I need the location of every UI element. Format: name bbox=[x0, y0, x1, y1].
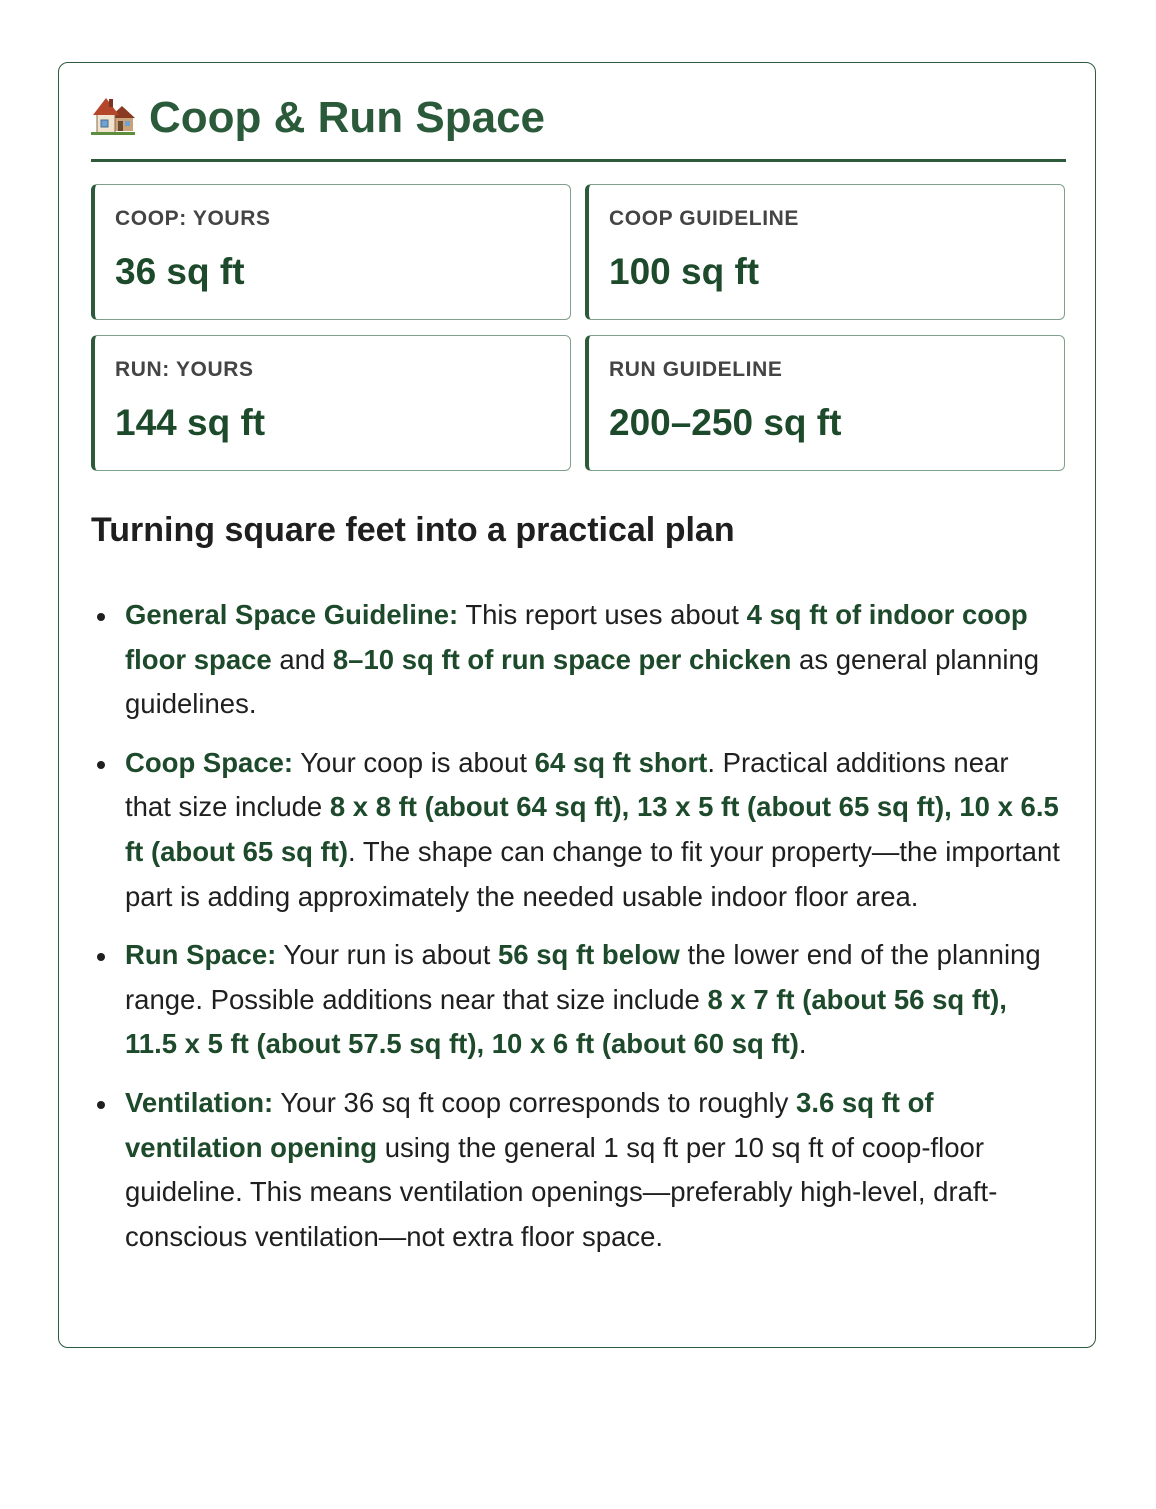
list-item-ventilation bbox=[125, 1081, 1060, 1259]
list-item-general-space bbox=[125, 593, 1060, 727]
item-text: Your run is about bbox=[276, 939, 498, 971]
section-title: Coop & Run Space bbox=[149, 93, 546, 142]
stat-value: 144 sq ft bbox=[115, 402, 266, 443]
item-label: General Space Guideline: bbox=[125, 599, 459, 630]
item-label: Coop Space: bbox=[125, 746, 294, 778]
item-label: Ventilation: bbox=[125, 1086, 274, 1118]
plan-list bbox=[125, 593, 1060, 1273]
item-highlight: 4 sq ft of indoor coop floor space bbox=[125, 599, 1028, 675]
stat-value: 36 sq ft bbox=[115, 251, 245, 292]
item-highlight: 8 x 7 ft (about 56 sq ft), 11.5 x 5 ft (about 57.5 sq ft), 10 x 6 ft (about 60 sq ft) bbox=[125, 983, 1007, 1060]
item-text: Your coop is about bbox=[293, 746, 535, 778]
item-text: using the general 1 sq ft per 10 sq ft of coop-floor guideline. This means ventilation openings—preferably high-level, draft-conscious ventilation—not extra floor space. bbox=[125, 1131, 998, 1252]
stat-coop-guideline bbox=[585, 184, 1065, 320]
item-text: . Practical additions near that size include bbox=[125, 746, 1009, 823]
item-text: as general planning guidelines. bbox=[125, 643, 1040, 720]
stat-run-guideline bbox=[585, 335, 1065, 471]
item-highlight: 64 sq ft short bbox=[534, 746, 708, 778]
item-highlight: 8–10 sq ft of run space per chicken bbox=[332, 643, 792, 675]
stat-label: COOP: YOURS bbox=[115, 207, 271, 230]
item-label: Run Space: bbox=[125, 939, 277, 971]
stat-run-yours bbox=[91, 335, 571, 471]
item-text: . The shape can change to fit your property—the important part is adding approximately the needed usable indoor floor area. bbox=[125, 835, 1060, 912]
coop-run-space-card bbox=[58, 62, 1096, 1348]
stat-coop-yours bbox=[91, 184, 571, 320]
list-item-coop-space bbox=[125, 741, 1060, 919]
stat-value: 100 sq ft bbox=[609, 251, 760, 292]
stat-value: 200–250 sq ft bbox=[609, 402, 842, 443]
stat-label: RUN GUIDELINE bbox=[609, 358, 783, 381]
item-text: and bbox=[271, 643, 333, 675]
item-highlight: 56 sq ft below bbox=[497, 939, 680, 971]
section-header bbox=[91, 87, 1066, 162]
plan-heading: Turning square feet into a practical plan bbox=[91, 511, 735, 549]
item-text: This report uses about bbox=[458, 599, 747, 630]
house-icon bbox=[91, 91, 135, 135]
item-text: . bbox=[798, 1028, 807, 1060]
item-highlight: 8 x 8 ft (about 64 sq ft), 13 x 5 ft (about 65 sq ft), 10 x 6.5 ft (about 65 sq ft) bbox=[125, 791, 1059, 867]
list-item-run-space bbox=[125, 933, 1060, 1067]
stat-label: COOP GUIDELINE bbox=[609, 207, 800, 230]
stat-label: RUN: YOURS bbox=[115, 358, 254, 381]
item-text: the lower end of the planning range. Possible additions near that size include bbox=[125, 939, 1041, 1015]
item-highlight: 3.6 sq ft of ventilation opening bbox=[125, 1086, 934, 1163]
item-text: Your 36 sq ft coop corresponds to roughly bbox=[273, 1086, 797, 1118]
